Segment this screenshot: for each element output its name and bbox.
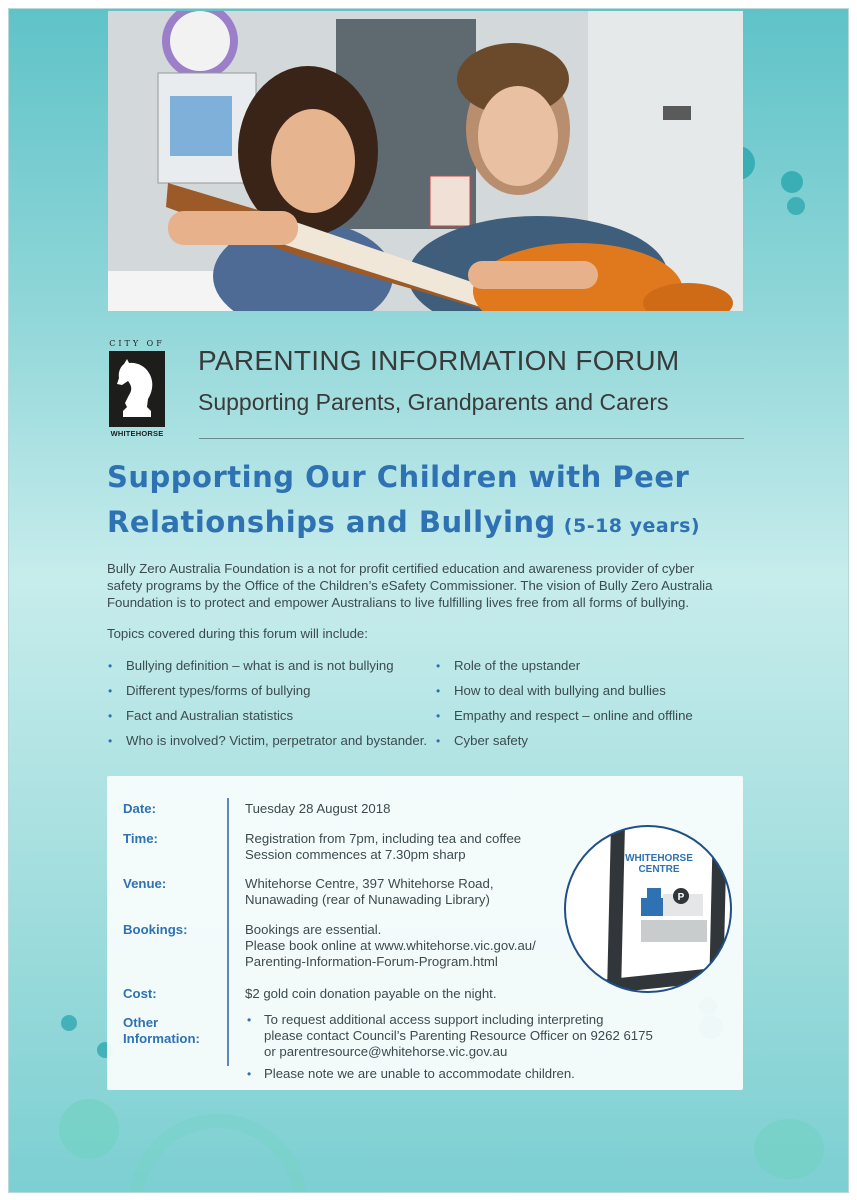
intro-line: safety programs by the Office of the Children’s eSafety Commissioner. The vision of Bully Zero Australia [107, 578, 713, 593]
page-subtitle: Supporting Parents, Grandparents and Carers [198, 389, 669, 415]
booking-link[interactable]: Parenting-Information-Forum-Program.html [245, 954, 498, 969]
event-details-panel [107, 776, 743, 1090]
logo-city-text: CITY OF [109, 339, 165, 348]
list-item: • Empathy and respect – online and offline [435, 706, 693, 731]
bullet-icon: • [108, 684, 113, 698]
event-headline [107, 455, 787, 549]
knight-chess-piece-icon [109, 351, 165, 427]
other-info-label: Other Information: [123, 1015, 200, 1046]
topics-lead: Topics covered during this forum will include: [107, 626, 368, 641]
header-divider [199, 438, 744, 439]
list-item: • Bullying definition – what is and is not bullying [107, 656, 427, 681]
bullet-icon: • [247, 1067, 252, 1081]
hero-photo [108, 11, 743, 311]
intro-line: Foundation is to protect and empower Australians to live fulfilling lives free from all forms of bullying. [107, 595, 689, 610]
list-item: • Role of the upstander [435, 656, 693, 681]
parking-icon: P [677, 892, 685, 903]
headline-line-2 [107, 500, 787, 549]
logo-name-text: WHITEHORSE [110, 429, 164, 438]
intro-paragraph [107, 560, 747, 611]
venue-label: Venue: [123, 876, 167, 891]
time-value: Registration from 7pm, including tea and coffee Session commences at 7.30pm sharp [245, 831, 522, 862]
location-map [563, 824, 733, 994]
other-info-list [245, 1012, 653, 1082]
bullet-icon: • [108, 659, 113, 673]
date-value: Tuesday 28 August 2018 [245, 801, 391, 816]
list-item: • Fact and Australian statistics [107, 706, 427, 731]
date-label: Date: [123, 801, 156, 816]
bookings-label: Bookings: [123, 922, 188, 937]
list-item: • Please note we are unable to accommodate children. [247, 1066, 575, 1081]
list-item: • To request additional access support including interpreting please contact Council’s Parenting Resource Officer on 9262 6175 or parentresource@whitehorse.vic.gov.au [247, 1012, 653, 1059]
hero-photo-illustration [108, 11, 743, 311]
email-link[interactable]: or parentresource@whitehorse.vic.gov.au [264, 1044, 508, 1059]
list-item: • How to deal with bullying and bullies [435, 681, 693, 706]
decorative-dot [61, 1015, 77, 1031]
booking-link[interactable]: Please book online at www.whitehorse.vic.gov.au/ [245, 938, 536, 953]
headline-line-2-text: Relationships and Bullying [107, 505, 556, 539]
topics-list-right [435, 656, 693, 756]
bullet-icon: • [108, 709, 113, 723]
page-title: PARENTING INFORMATION FORUM [198, 345, 680, 376]
bullet-icon: • [436, 734, 441, 748]
bullet-icon: • [436, 709, 441, 723]
map-label-line-2: CENTRE [638, 864, 680, 875]
cost-value: $2 gold coin donation payable on the night. [245, 986, 497, 1001]
cost-label: Cost: [123, 986, 157, 1001]
bullet-icon: • [108, 734, 113, 748]
details-divider [227, 798, 229, 1066]
decorative-star [59, 1099, 119, 1159]
bookings-value: Bookings are essential. Please book online at www.whitehorse.vic.gov.au/ Parenting-Information-Forum-Program.html [245, 922, 536, 969]
decorative-dot [787, 197, 805, 215]
headline-line-1: Supporting Our Children with Peer [107, 460, 690, 494]
age-range: (5-18 years) [563, 515, 701, 537]
decorative-dot [781, 171, 803, 193]
city-of-whitehorse-logo [109, 339, 165, 441]
decorative-swirl [129, 1114, 307, 1192]
decorative-star [754, 1119, 824, 1179]
bullet-icon: • [436, 659, 441, 673]
list-item: • Different types/forms of bullying [107, 681, 427, 706]
venue-value: Whitehorse Centre, 397 Whitehorse Road, Nunawading (rear of Nunawading Library) [245, 876, 494, 907]
topics-list-left [107, 656, 427, 756]
bullet-icon: • [247, 1013, 252, 1027]
list-item: • Cyber safety [435, 731, 693, 756]
bullet-icon: • [436, 684, 441, 698]
map-label-line-1: WHITEHORSE [625, 853, 693, 864]
list-item: • Who is involved? Victim, perpetrator and bystander. [107, 731, 427, 756]
intro-line: Bully Zero Australia Foundation is a not for profit certified education and awareness provider of cyber [107, 561, 695, 576]
flyer-page [9, 9, 848, 1192]
time-label: Time: [123, 831, 158, 846]
